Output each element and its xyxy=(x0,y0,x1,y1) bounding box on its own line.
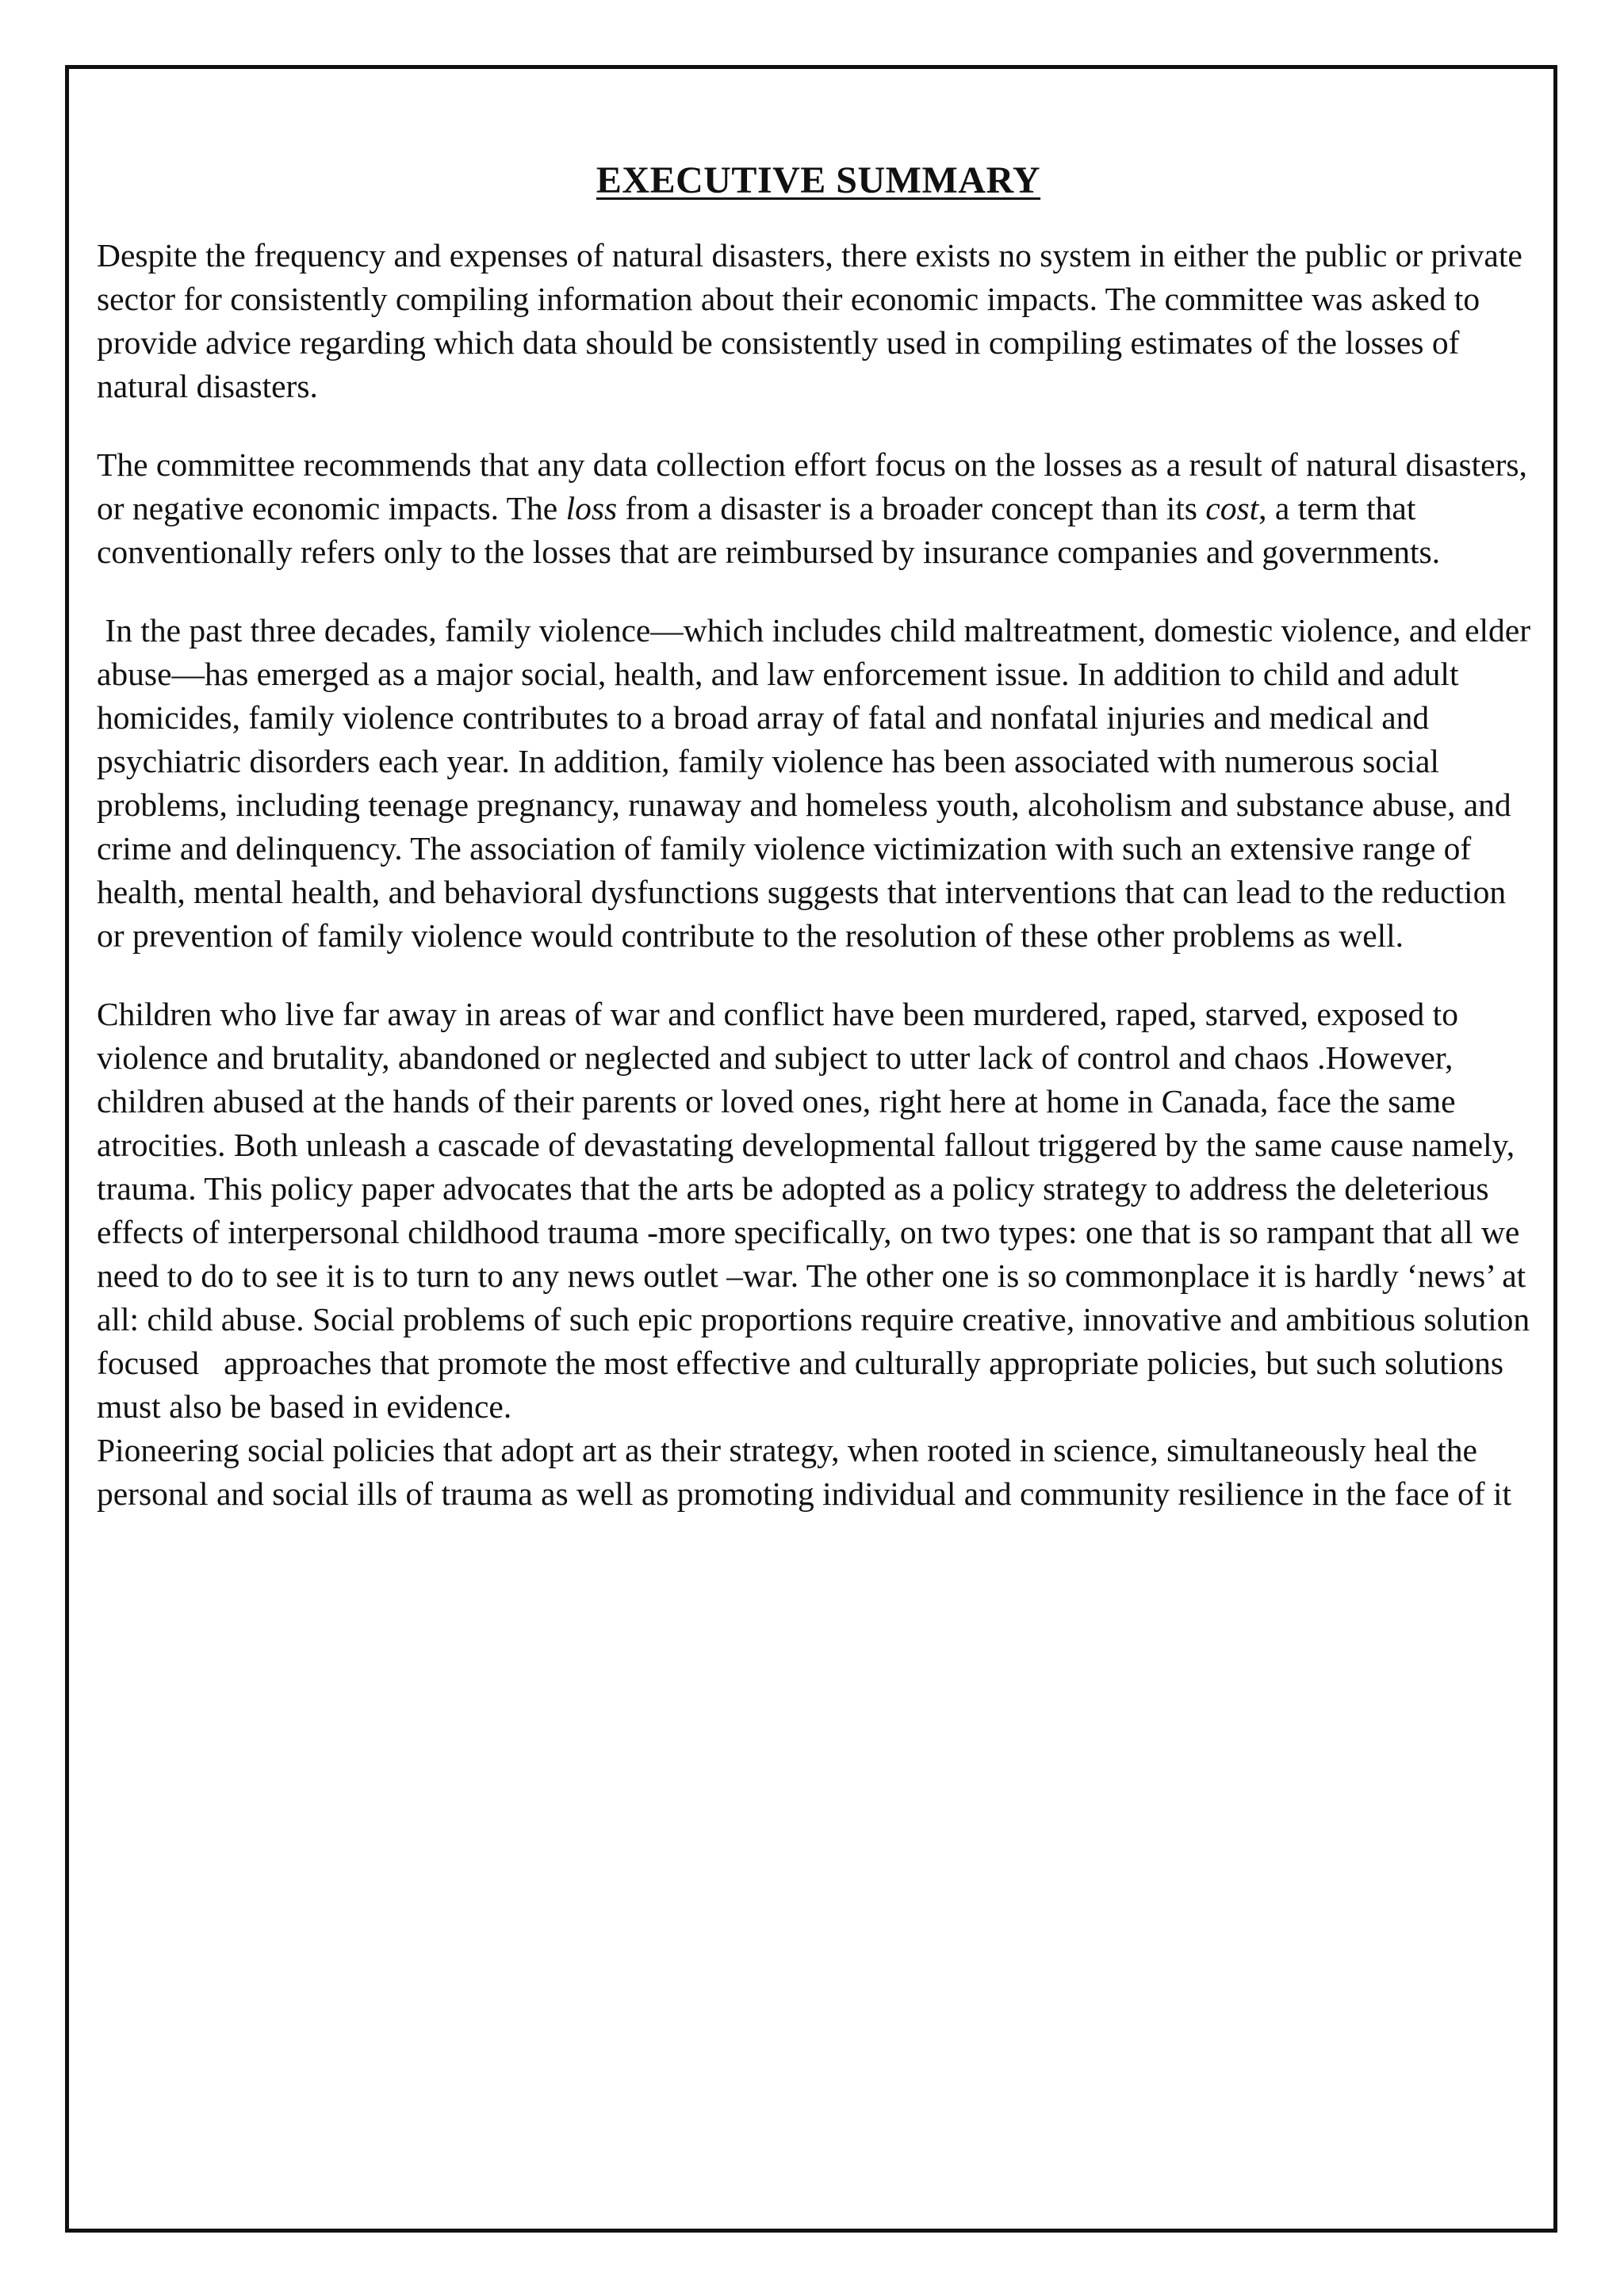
document-title: EXECUTIVE SUMMARY xyxy=(596,159,1041,201)
paragraph-natural-disasters: Despite the frequency and expenses of natural disasters, there exists no system in either the public or private sector for consistently compiling information about their economic impacts. The committee was asked to provide advice regarding which data should be consistently used in compiling estimates of the losses of natural disasters. xyxy=(97,237,1522,404)
document-body xyxy=(97,159,1540,1551)
paragraph-loss-vs-cost xyxy=(97,443,1540,574)
paragraph-text: from a disaster is a broader concept than its xyxy=(617,490,1206,526)
paragraph-text: The committee recommends that any data collection effort focus on the losses as a result of natural disasters, or negative economic impacts. The xyxy=(97,446,1527,526)
paragraph-children-trauma: Children who live far away in areas of war and conflict have been murdered, raped, starved, exposed to violence and brutality, abandoned or neglected and subject to utter lack of control and chaos .However, children abused at the hands of their parents or loved ones, right here at home in Canada, face the same atrocities. Both unleash a cascade of devastating developmental fallout triggered by the same cause namely, trauma. This policy paper advocates that the arts be adopted as a policy strategy to address the deleterious effects of interpersonal childhood trauma -more specifically, on two types: one that is so rampant that all we need to do to see it is to turn to any news outlet –war. The other one is so commonplace it is hardly ‘news’ at all: child abuse. Social problems of such epic proportions require creative, innovative and ambitious solution focused approaches that promote the most effective and culturally appropriate policies, but such solutions must also be based in evidence. xyxy=(97,996,1538,1425)
paragraph-social-policies: Pioneering social policies that adopt art as their strategy, when rooted in science, simultaneously heal the personal and social ills of trauma as well as promoting individual and community resilience in the face of it xyxy=(97,1432,1512,1512)
paragraph-text: , a term that conventionally refers only to the losses that are reimbursed by insurance companies and governments. xyxy=(97,490,1441,570)
italic-term-cost: cost xyxy=(1205,490,1259,526)
paragraph-family-violence: In the past three decades, family violence—which includes child maltreatment, domestic violence, and elder abuse—has emerged as a major social, health, and law enforcement issue. In addition to child and adult homicides, family violence contributes to a broad array of fatal and nonfatal injuries and medical and psychiatric disorders each year. In addition, family violence has been associated with numerous social problems, including teenage pregnancy, runaway and homeless youth, alcoholism and substance abuse, and crime and delinquency. The association of family violence victimization with such an extensive range of health, mental health, and behavioral dysfunctions suggests that interventions that can lead to the reduction or prevention of family violence would contribute to the resolution of these other problems as well. xyxy=(97,612,1539,954)
italic-term-loss: loss xyxy=(565,490,618,526)
